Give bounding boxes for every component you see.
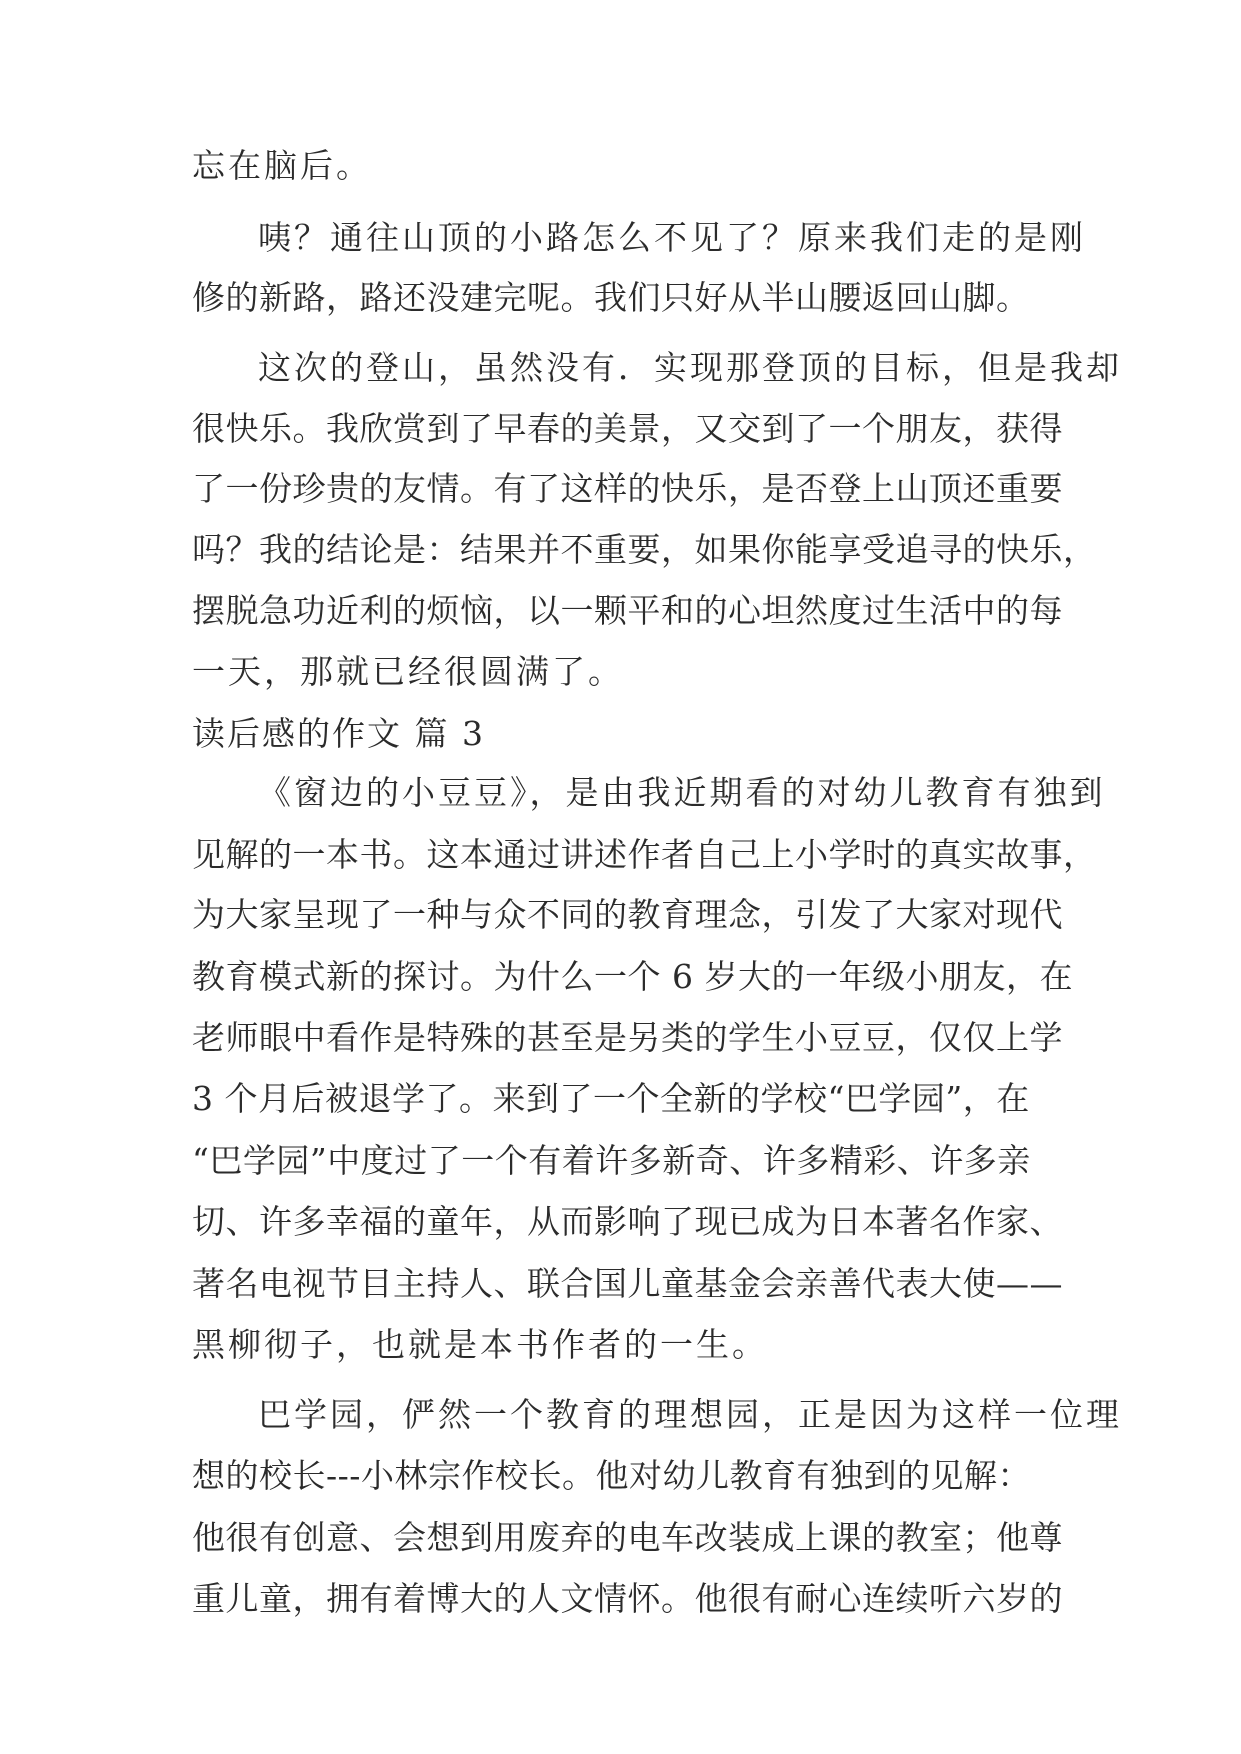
text-line: 修的新路，路还没建完呢。我们只好从半山腰返回山脚。 (192, 278, 1030, 317)
paragraph-line: 咦？通往山顶的小路怎么不见了？原来我们走的是刚 (258, 218, 1086, 257)
text-line: 很快乐。我欣赏到了早春的美景，又交到了一个朋友，获得 (192, 409, 1063, 448)
paragraph-line: 《窗边的小豆豆》，是由我近期看的对幼儿教育有独到 (258, 773, 1106, 812)
text-line: 一天，那就已经很圆满了。 (192, 652, 624, 691)
text-line: 见解的一本书。这本通过讲述作者自己上小学时的真实故事， (192, 835, 1097, 874)
text-line: 老师眼中看作是特殊的甚至是另类的学生小豆豆，仅仅上学 (192, 1018, 1063, 1057)
text-line: 为大家呈现了一种与众不同的教育理念，引发了大家对现代 (192, 895, 1063, 934)
text-line: “巴学园”中度过了一个有着许多新奇、许多精彩、许多亲 (192, 1141, 1031, 1180)
text-line: 著名电视节目主持人、联合国儿童基金会亲善代表大使—— (192, 1264, 1063, 1303)
paragraph-line: 这次的登山，虽然没有．实现那登顶的目标，但是我却 (258, 348, 1122, 387)
text-line: 了一份珍贵的友情。有了这样的快乐，是否登上山顶还重要 (192, 469, 1063, 508)
text-line: 他很有创意、会想到用废弃的电车改装成上课的教室；他尊 (192, 1518, 1063, 1557)
text-line: 摆脱急功近利的烦恼，以一颗平和的心坦然度过生活中的每 (192, 591, 1063, 630)
text-line: 重儿童，拥有着博大的人文情怀。他很有耐心连续听六岁的 (192, 1579, 1063, 1618)
text-line: 忘在脑后。 (192, 146, 372, 185)
text-line: 黑柳彻子，也就是本书作者的一生。 (192, 1325, 768, 1364)
text-line: 想的校长---小林宗作校长。他对幼儿教育有独到的见解： (192, 1456, 1031, 1495)
paragraph-line: 巴学园，俨然一个教育的理想园，正是因为这样一位理 (258, 1395, 1122, 1434)
section-heading: 读后感的作文 篇 3 (192, 714, 485, 753)
text-line: 教育模式新的探讨。为什么一个 6 岁大的一年级小朋友，在 (192, 957, 1073, 996)
text-line: 吗？我的结论是：结果并不重要，如果你能享受追寻的快乐， (192, 530, 1097, 569)
text-line: 切、许多幸福的童年，从而影响了现已成为日本著名作家、 (192, 1202, 1063, 1241)
text-line: 3 个月后被退学了。来到了一个全新的学校“巴学园”，在 (192, 1079, 1030, 1118)
